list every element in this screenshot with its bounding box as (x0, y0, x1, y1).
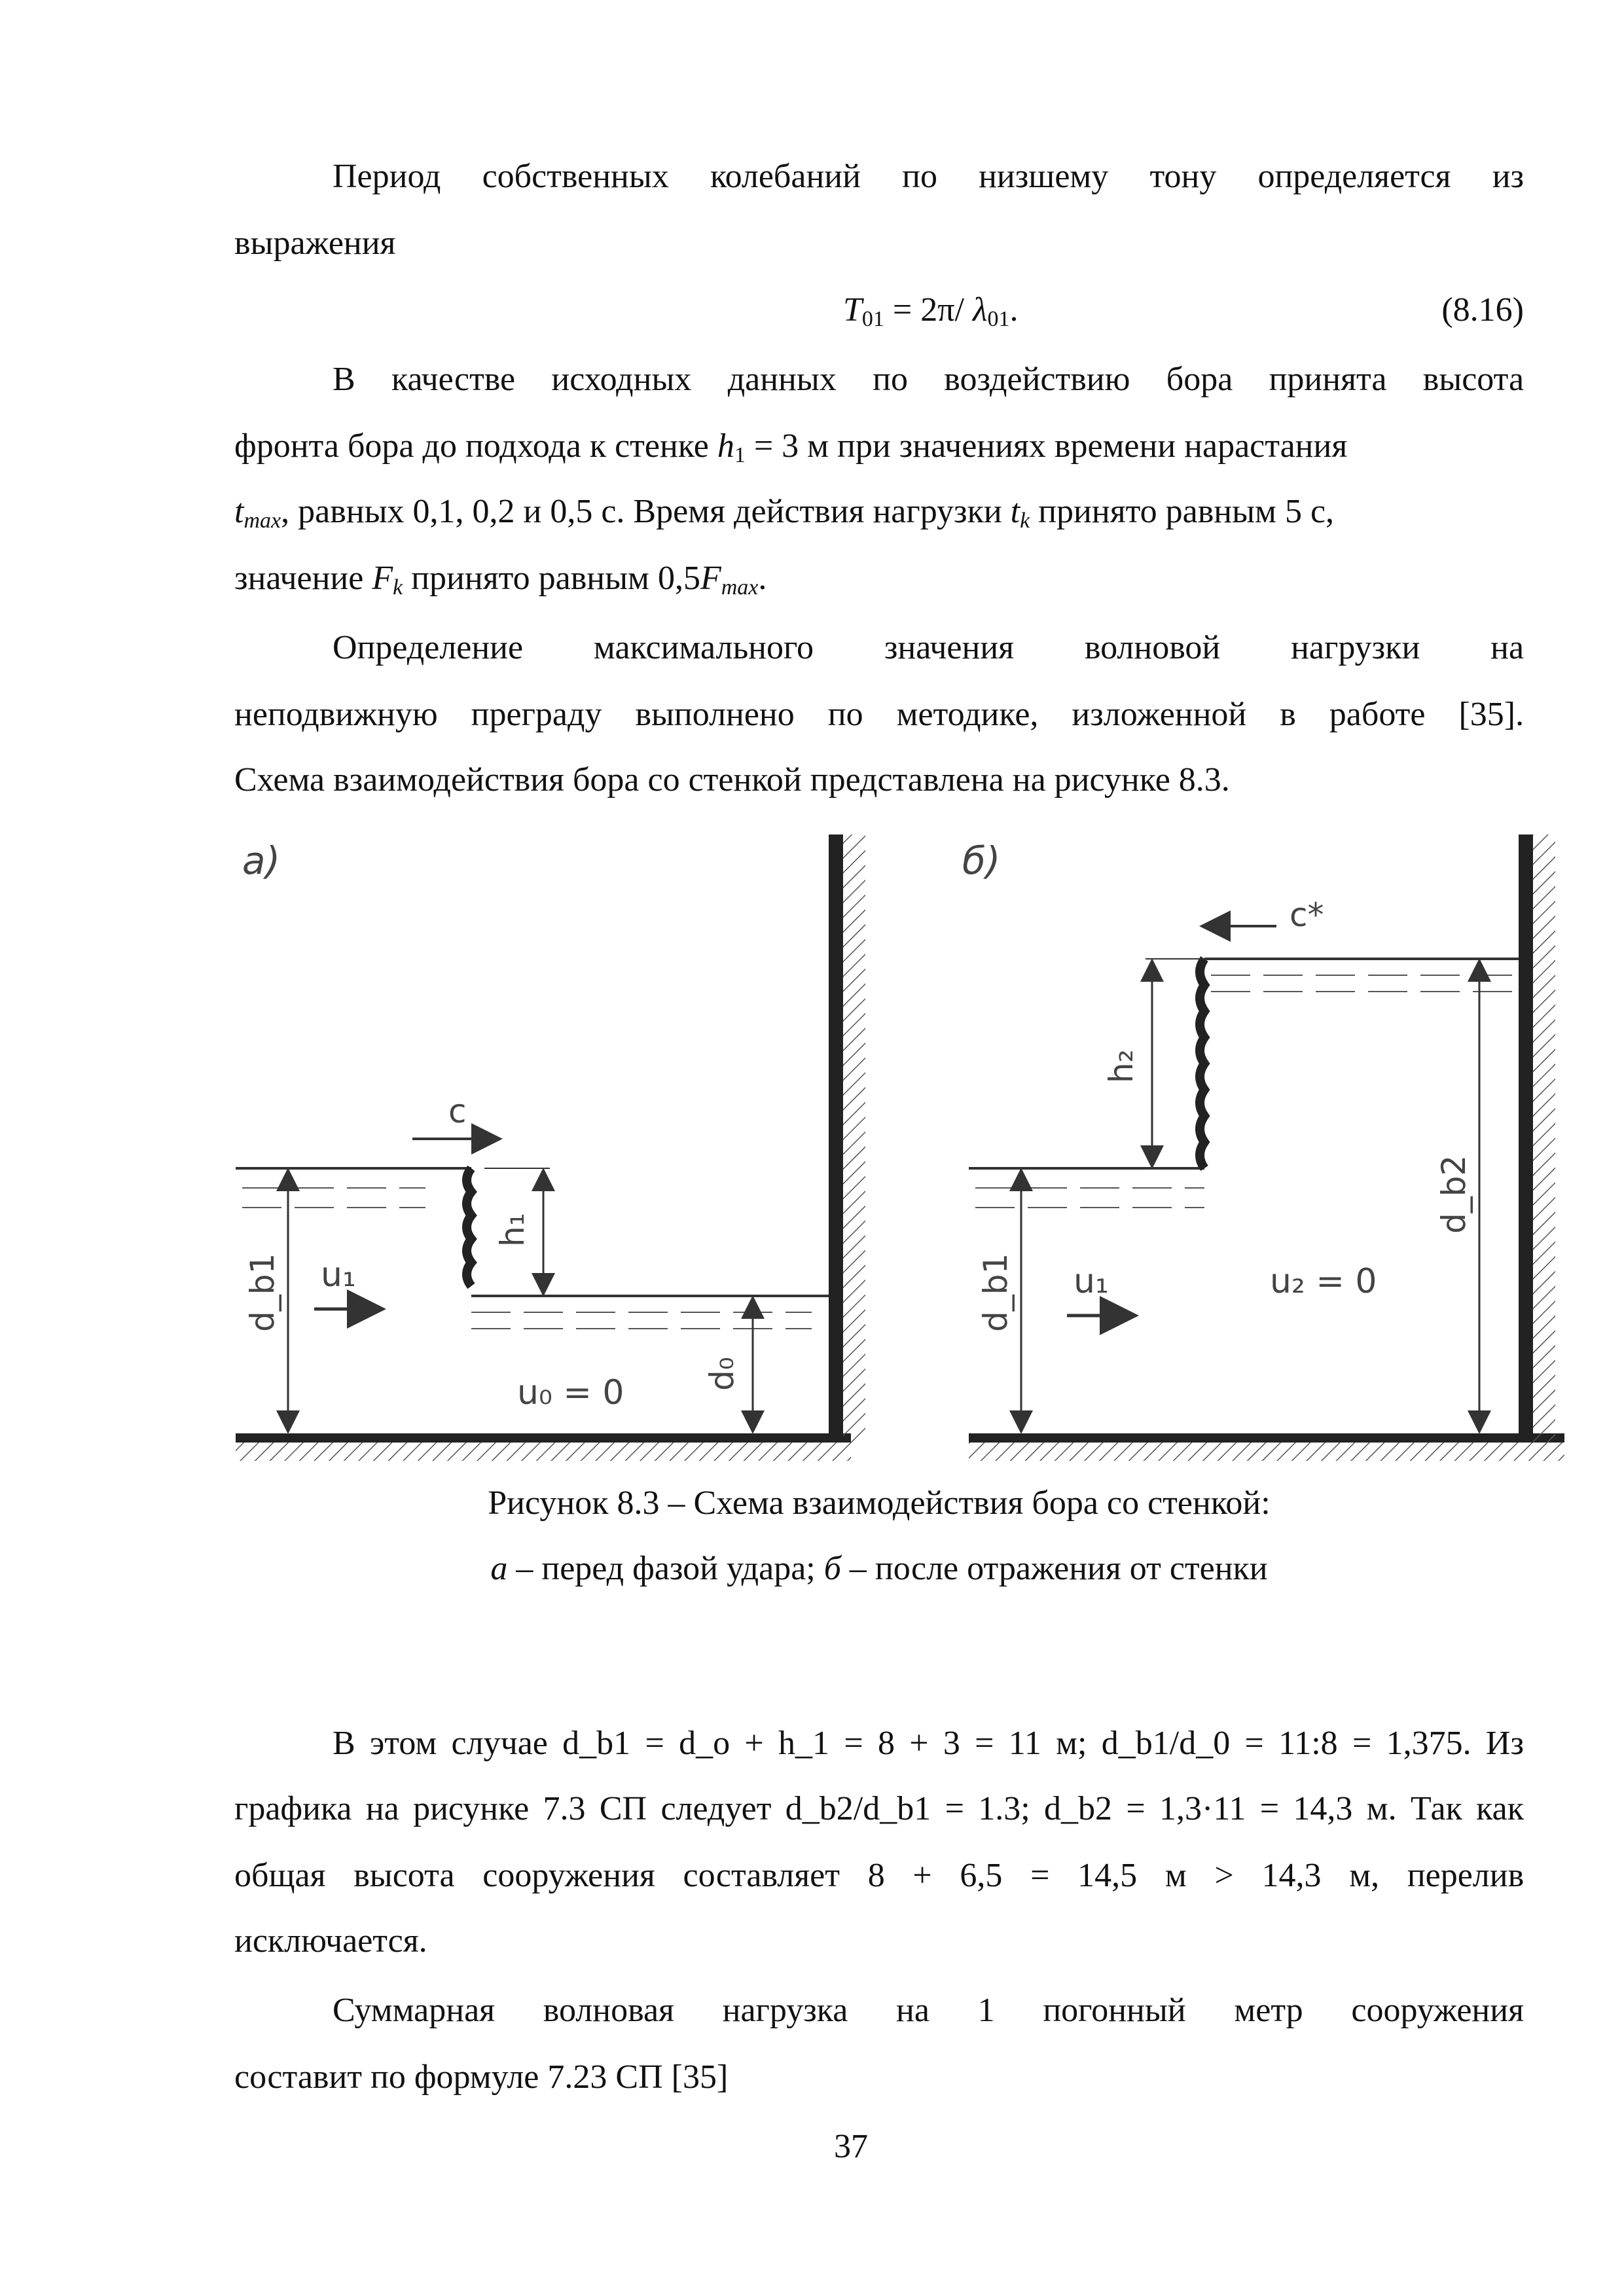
label-u1-b: u₁ (1074, 1262, 1109, 1301)
paragraph3-line2: неподвижную преграду выполнено по методике, изложенной в работе [35]. (234, 696, 1525, 733)
figure-bore-wall-scheme (236, 828, 1597, 1476)
label-db2: d_b2 (1435, 1155, 1473, 1234)
paragraph2-line1: В качестве исходных данных по воздействию бора принята высота (333, 361, 1525, 398)
paragraph5-line2: составит по формуле 7.23 СП [35] (234, 2058, 729, 2096)
label-db1-a: d_b1 (244, 1253, 281, 1332)
panel-b-label: б) (962, 838, 1001, 883)
label-db1-b: d_b1 (977, 1253, 1015, 1332)
label-c-a: c (448, 1092, 467, 1130)
paragraph4-line2: графика на рисунке 7.3 СП следует d_b2/d_b1 = 1.3; d_b2 = 1,3·11 = 14,3 м. Так как (234, 1790, 1524, 1827)
wall-b (1519, 834, 1533, 1443)
paragraph1-line2: выражения (234, 224, 396, 262)
label-u2: u₂ = 0 (1270, 1262, 1377, 1301)
bore-front-b (1200, 959, 1204, 1168)
wall-hatch-a (843, 834, 865, 1443)
page-number: 37 (834, 2128, 868, 2165)
bottom-b (969, 1433, 1564, 1443)
paragraph4-line4: исключается. (234, 1922, 427, 1960)
label-h1: h₁ (494, 1213, 532, 1247)
label-c-star: c* (1290, 896, 1324, 934)
paragraph3-line1: Определение максимального значения волновой нагрузки на (333, 629, 1525, 666)
panel-b (962, 834, 1564, 1461)
paragraph2-line3: $t_{max}$, равных 0,1, 0,2 и 0,5 с. Время действия нагрузки $t_k$ принято равным 5 с, (234, 493, 1335, 533)
bottom-hatch-a (236, 1443, 851, 1461)
paragraph5-line1: Суммарная волновая нагрузка на 1 погонный метр сооружения (333, 1992, 1524, 2029)
caption-line2: а – перед фазой удара; б – после отражения от стенки (490, 1550, 1268, 1587)
bottom-hatch-b (969, 1443, 1564, 1461)
paragraph2-line2: фронта бора до подхода к стенке $h_1 = 3$ м при значениях времени нарастания (234, 427, 1348, 467)
wall-a (829, 834, 843, 1443)
formula-number: (8.16) (1441, 291, 1524, 329)
caption-line1: Рисунок 8.3 – Схема взаимодействия бора со стенкой: (488, 1484, 1271, 1522)
formula-8-16: $T_{01} = 2\pi/$ $\lambda_{01}$. (843, 291, 1019, 331)
paragraph4-line3: общая высота сооружения составляет 8 + 6,5 = 14,5 м > 14,3 м, перелив (234, 1857, 1525, 1894)
wall-hatch-b (1533, 834, 1555, 1443)
bore-front-a (467, 1168, 471, 1286)
panel-a-label: а) (242, 838, 281, 883)
paragraph3-line3: Схема взаимодействия бора со стенкой представлена на рисунке 8.3. (234, 761, 1230, 798)
label-u1-a: u₁ (321, 1255, 356, 1295)
label-h2: h₂ (1102, 1049, 1140, 1083)
paragraph1-line1: Период собственных колебаний по низшему тону определяется из (333, 158, 1525, 195)
paragraph2-line4: значение $F_k$ принято равным $0,5F_{max}$. (234, 560, 767, 600)
bottom-a (236, 1433, 851, 1443)
panel-a (236, 834, 865, 1461)
label-d0: d₀ (703, 1357, 741, 1391)
paragraph4-line1: В этом случае d_b1 = d_o + h_1 = 8 + 3 = 11 м; d_b1/d_0 = 11:8 = 1,375. Из (333, 1725, 1524, 1762)
label-u0: u₀ = 0 (517, 1373, 624, 1412)
